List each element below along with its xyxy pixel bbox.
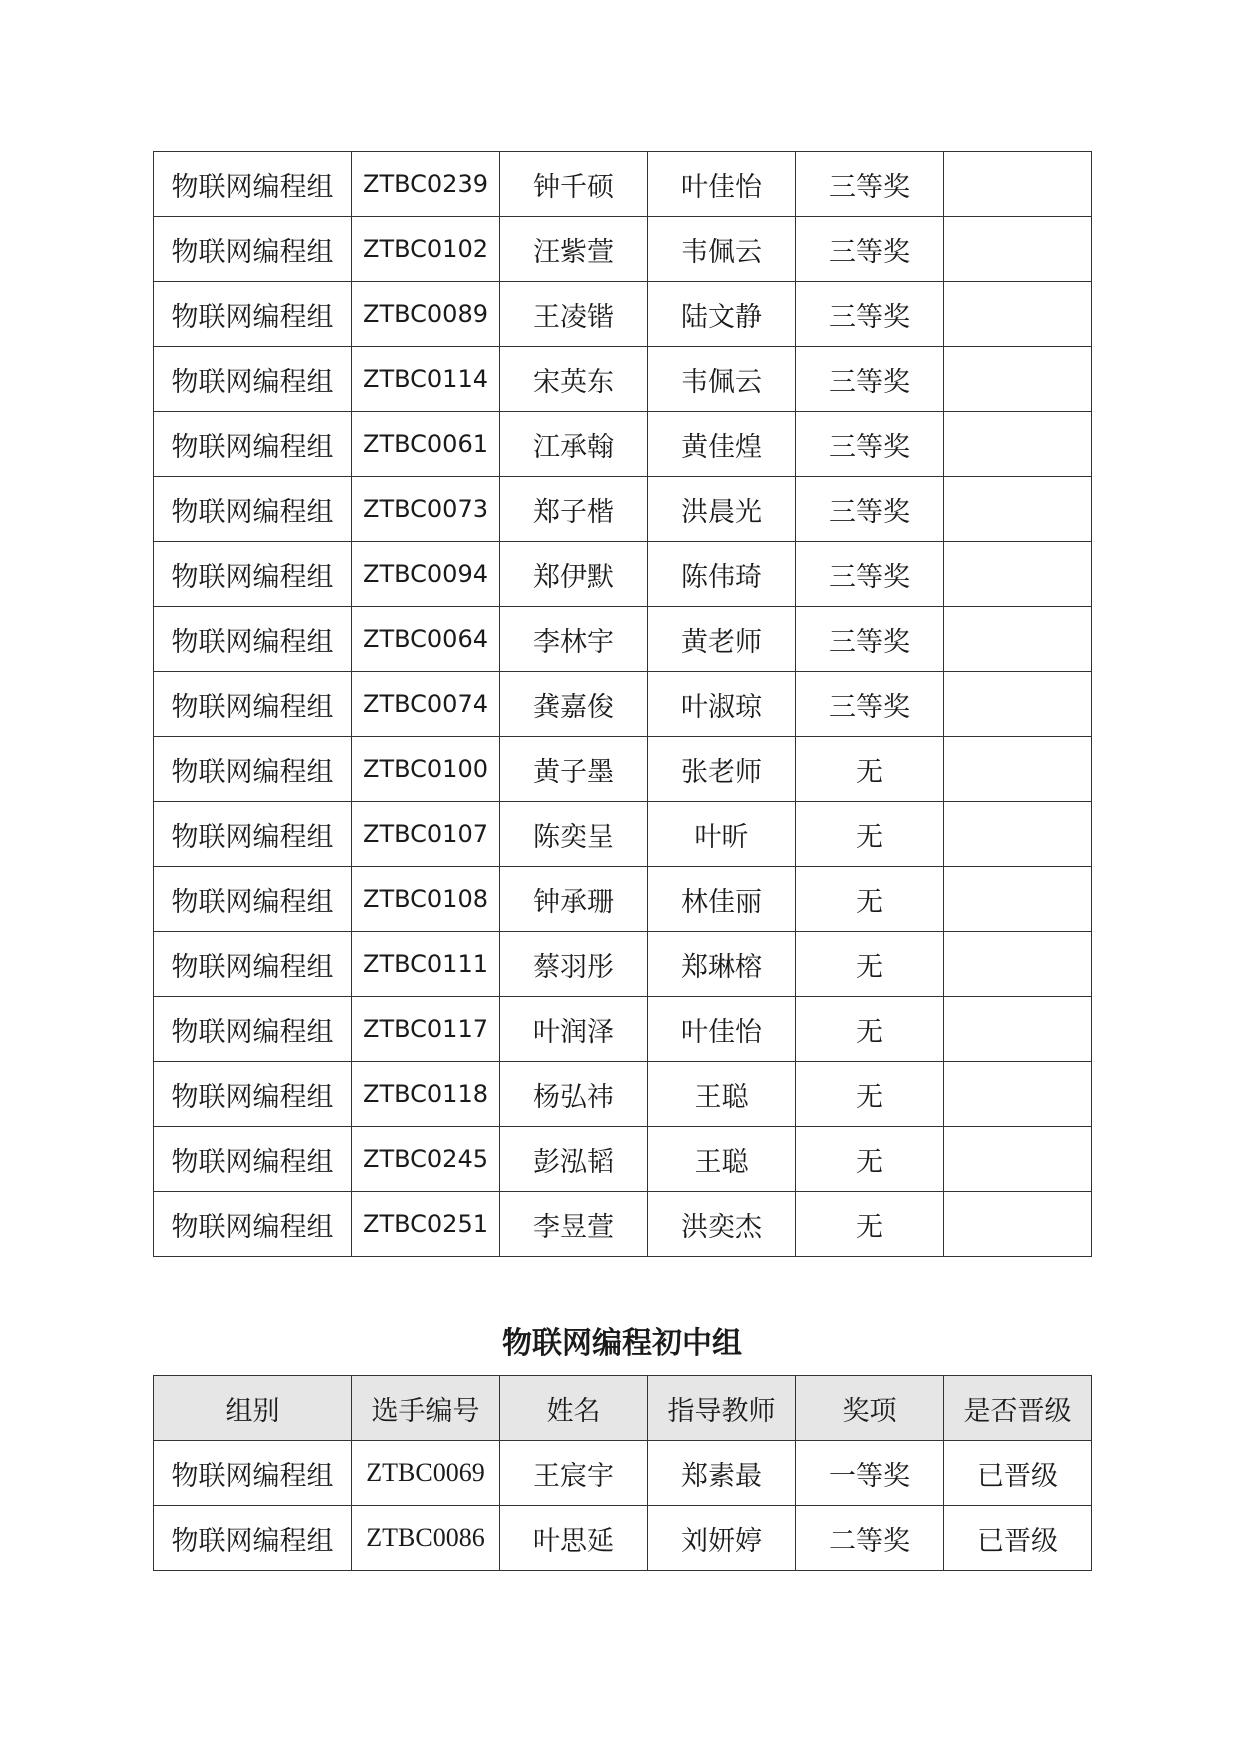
cell-contestant-id: ZTBC0118 xyxy=(352,1062,500,1127)
cell-advance xyxy=(944,932,1092,997)
cell-teacher: 陆文静 xyxy=(648,282,796,347)
table-row xyxy=(154,672,1092,737)
results-table-body xyxy=(154,1441,1092,1571)
cell-group: 物联网编程组 xyxy=(154,1506,352,1571)
cell-contestant-id: ZTBC0111 xyxy=(352,932,500,997)
cell-group: 物联网编程组 xyxy=(154,152,352,217)
cell-advance xyxy=(944,347,1092,412)
cell-group: 物联网编程组 xyxy=(154,282,352,347)
cell-award: 二等奖 xyxy=(796,1506,944,1571)
cell-contestant-id: ZTBC0074 xyxy=(352,672,500,737)
cell-award: 三等奖 xyxy=(796,347,944,412)
cell-name: 陈奕呈 xyxy=(500,802,648,867)
cell-award: 无 xyxy=(796,997,944,1062)
cell-advance xyxy=(944,737,1092,802)
cell-teacher: 叶淑琼 xyxy=(648,672,796,737)
cell-advance xyxy=(944,867,1092,932)
cell-award: 三等奖 xyxy=(796,282,944,347)
cell-teacher: 刘妍婷 xyxy=(648,1506,796,1571)
cell-contestant-id: ZTBC0100 xyxy=(352,737,500,802)
table-row xyxy=(154,217,1092,282)
table-row xyxy=(154,867,1092,932)
table-row xyxy=(154,1062,1092,1127)
cell-contestant-id: ZTBC0114 xyxy=(352,347,500,412)
cell-advance: 已晋级 xyxy=(944,1506,1092,1571)
cell-name: 江承翰 xyxy=(500,412,648,477)
table-row xyxy=(154,1506,1092,1571)
cell-group: 物联网编程组 xyxy=(154,1192,352,1257)
header-cell-id: 选手编号 xyxy=(352,1376,500,1441)
cell-teacher: 韦佩云 xyxy=(648,347,796,412)
section-title: 物联网编程初中组 xyxy=(502,1326,742,1361)
cell-advance xyxy=(944,217,1092,282)
cell-award: 三等奖 xyxy=(796,477,944,542)
results-table-continued xyxy=(153,151,1092,1257)
table-row xyxy=(154,737,1092,802)
cell-contestant-id: ZTBC0094 xyxy=(352,542,500,607)
table-row xyxy=(154,1127,1092,1192)
results-table-junior xyxy=(153,1375,1092,1571)
cell-award: 无 xyxy=(796,1192,944,1257)
cell-advance xyxy=(944,997,1092,1062)
cell-group: 物联网编程组 xyxy=(154,672,352,737)
cell-teacher: 黄老师 xyxy=(648,607,796,672)
cell-name: 钟承珊 xyxy=(500,867,648,932)
cell-teacher: 郑琳榕 xyxy=(648,932,796,997)
cell-advance xyxy=(944,542,1092,607)
cell-group: 物联网编程组 xyxy=(154,737,352,802)
cell-contestant-id: ZTBC0117 xyxy=(352,997,500,1062)
cell-advance xyxy=(944,607,1092,672)
header-cell-award: 奖项 xyxy=(796,1376,944,1441)
cell-name: 郑伊默 xyxy=(500,542,648,607)
table-row xyxy=(154,477,1092,542)
cell-advance xyxy=(944,802,1092,867)
cell-contestant-id: ZTBC0073 xyxy=(352,477,500,542)
cell-group: 物联网编程组 xyxy=(154,347,352,412)
table-row xyxy=(154,997,1092,1062)
cell-award: 无 xyxy=(796,1062,944,1127)
cell-contestant-id: ZTBC0108 xyxy=(352,867,500,932)
cell-teacher: 林佳丽 xyxy=(648,867,796,932)
cell-contestant-id: ZTBC0086 xyxy=(352,1506,500,1571)
cell-teacher: 陈伟琦 xyxy=(648,542,796,607)
cell-group: 物联网编程组 xyxy=(154,997,352,1062)
cell-advance xyxy=(944,477,1092,542)
cell-teacher: 王聪 xyxy=(648,1062,796,1127)
table-row xyxy=(154,1192,1092,1257)
cell-name: 杨弘祎 xyxy=(500,1062,648,1127)
cell-group: 物联网编程组 xyxy=(154,1441,352,1506)
cell-name: 宋英东 xyxy=(500,347,648,412)
cell-advance: 已晋级 xyxy=(944,1441,1092,1506)
cell-group: 物联网编程组 xyxy=(154,542,352,607)
results-table-body xyxy=(154,152,1092,1257)
cell-name: 叶润泽 xyxy=(500,997,648,1062)
cell-contestant-id: ZTBC0107 xyxy=(352,802,500,867)
table-row xyxy=(154,152,1092,217)
cell-teacher: 洪奕杰 xyxy=(648,1192,796,1257)
cell-contestant-id: ZTBC0251 xyxy=(352,1192,500,1257)
table-row xyxy=(154,1441,1092,1506)
cell-name: 李林宇 xyxy=(500,607,648,672)
cell-award: 三等奖 xyxy=(796,217,944,282)
cell-teacher: 洪晨光 xyxy=(648,477,796,542)
cell-advance xyxy=(944,1192,1092,1257)
header-cell-teacher: 指导教师 xyxy=(648,1376,796,1441)
cell-name: 黄子墨 xyxy=(500,737,648,802)
cell-name: 郑子楷 xyxy=(500,477,648,542)
cell-contestant-id: ZTBC0064 xyxy=(352,607,500,672)
cell-name: 王凌锴 xyxy=(500,282,648,347)
cell-contestant-id: ZTBC0061 xyxy=(352,412,500,477)
cell-name: 蔡羽彤 xyxy=(500,932,648,997)
cell-award: 无 xyxy=(796,1127,944,1192)
cell-group: 物联网编程组 xyxy=(154,412,352,477)
table-row xyxy=(154,542,1092,607)
table-row xyxy=(154,932,1092,997)
cell-group: 物联网编程组 xyxy=(154,607,352,672)
cell-group: 物联网编程组 xyxy=(154,932,352,997)
table-row xyxy=(154,412,1092,477)
cell-advance xyxy=(944,1127,1092,1192)
cell-teacher: 韦佩云 xyxy=(648,217,796,282)
cell-contestant-id: ZTBC0245 xyxy=(352,1127,500,1192)
header-cell-group: 组别 xyxy=(154,1376,352,1441)
cell-advance xyxy=(944,1062,1092,1127)
cell-teacher: 叶昕 xyxy=(648,802,796,867)
table-row xyxy=(154,802,1092,867)
cell-advance xyxy=(944,672,1092,737)
cell-contestant-id: ZTBC0239 xyxy=(352,152,500,217)
cell-group: 物联网编程组 xyxy=(154,867,352,932)
cell-advance xyxy=(944,412,1092,477)
cell-award: 三等奖 xyxy=(796,672,944,737)
cell-contestant-id: ZTBC0102 xyxy=(352,217,500,282)
cell-advance xyxy=(944,282,1092,347)
cell-group: 物联网编程组 xyxy=(154,477,352,542)
table-row xyxy=(154,347,1092,412)
cell-name: 李昱萱 xyxy=(500,1192,648,1257)
cell-group: 物联网编程组 xyxy=(154,1062,352,1127)
cell-teacher: 叶佳怡 xyxy=(648,997,796,1062)
table-row xyxy=(154,282,1092,347)
header-cell-name: 姓名 xyxy=(500,1376,648,1441)
cell-name: 龚嘉俊 xyxy=(500,672,648,737)
cell-contestant-id: ZTBC0069 xyxy=(352,1441,500,1506)
cell-teacher: 黄佳煌 xyxy=(648,412,796,477)
cell-name: 汪紫萱 xyxy=(500,217,648,282)
cell-award: 无 xyxy=(796,932,944,997)
cell-award: 三等奖 xyxy=(796,152,944,217)
cell-name: 钟千硕 xyxy=(500,152,648,217)
cell-contestant-id: ZTBC0089 xyxy=(352,282,500,347)
cell-group: 物联网编程组 xyxy=(154,217,352,282)
cell-advance xyxy=(944,152,1092,217)
cell-teacher: 张老师 xyxy=(648,737,796,802)
cell-award: 无 xyxy=(796,802,944,867)
cell-award: 三等奖 xyxy=(796,607,944,672)
header-cell-advance: 是否晋级 xyxy=(944,1376,1092,1441)
cell-name: 叶思延 xyxy=(500,1506,648,1571)
cell-teacher: 王聪 xyxy=(648,1127,796,1192)
cell-award: 三等奖 xyxy=(796,542,944,607)
cell-name: 彭泓韬 xyxy=(500,1127,648,1192)
cell-award: 无 xyxy=(796,737,944,802)
table-row xyxy=(154,607,1092,672)
cell-teacher: 叶佳怡 xyxy=(648,152,796,217)
cell-group: 物联网编程组 xyxy=(154,1127,352,1192)
cell-name: 王宸宇 xyxy=(500,1441,648,1506)
table-header-row xyxy=(154,1376,1092,1441)
cell-award: 三等奖 xyxy=(796,412,944,477)
cell-teacher: 郑素最 xyxy=(648,1441,796,1506)
cell-group: 物联网编程组 xyxy=(154,802,352,867)
cell-award: 一等奖 xyxy=(796,1441,944,1506)
cell-award: 无 xyxy=(796,867,944,932)
